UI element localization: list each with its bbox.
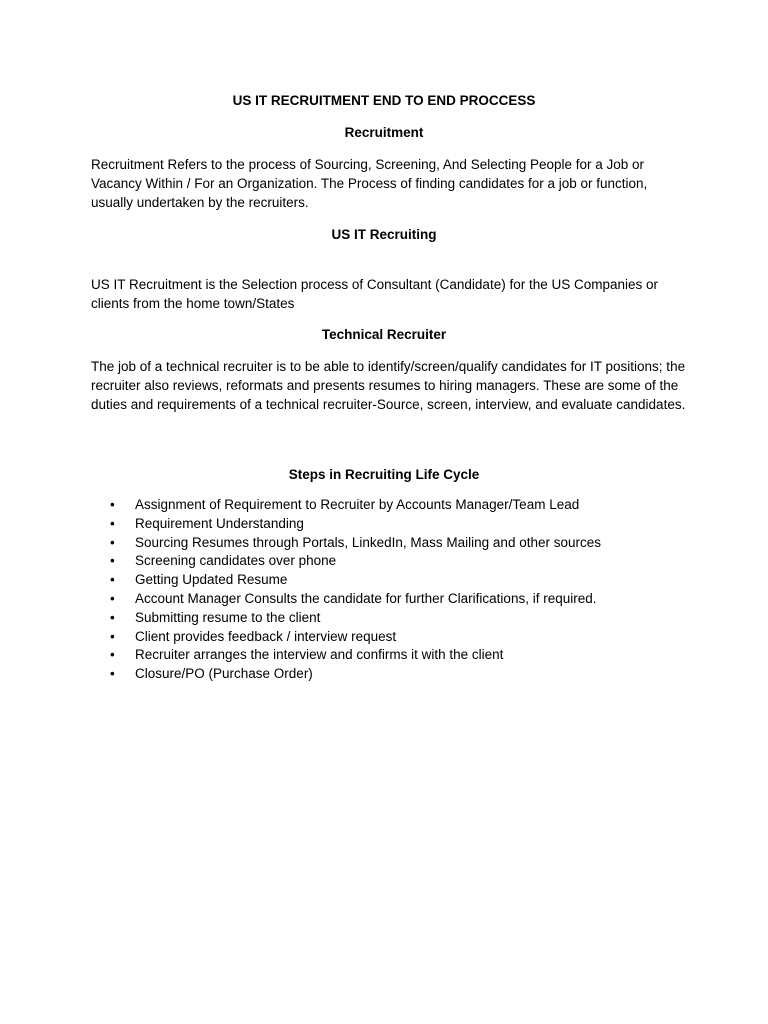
bullet-icon: • (110, 497, 115, 512)
section-body-recruitment: Recruitment Refers to the process of Sourcing, Screening, And Selecting People for a Job or Vacancy Within / For an Organization. The Process of finding candidates for a job or function, usually undertaken by the recruiters. (91, 157, 648, 210)
list-item (91, 590, 691, 609)
section-heading-technical-recruiter: Technical Recruiter (321, 327, 447, 342)
list-item (91, 571, 691, 590)
section-body-technical-recruiter: The job of a technical recruiter is to be able to identify/screen/qualify candidates for IT positions; the recruiter also reviews, reformats and presents resumes to hiring managers. These are some of the duties and requirements of a technical recruiter-Source, screen, interview, and evaluate candidates. (91, 359, 686, 412)
step-text: Assignment of Requirement to Recruiter by Accounts Manager/Team Lead (135, 497, 580, 512)
list-item (91, 534, 691, 553)
bullet-icon: • (110, 572, 115, 588)
bullet-icon: • (110, 628, 115, 644)
list-item (91, 515, 691, 534)
section-body-us-it-recruiting: US IT Recruitment is the Selection process of Consultant (Candidate) for the US Companies or clients from the home town/States (91, 277, 659, 311)
section-heading-steps: Steps in Recruiting Life Cycle (288, 467, 480, 482)
step-text: Getting Updated Resume (135, 572, 288, 588)
steps-list (91, 496, 691, 684)
section-heading-us-it-recruiting: US IT Recruiting (331, 227, 437, 242)
bullet-icon: • (110, 553, 115, 569)
step-text: Submitting resume to the client (135, 609, 321, 625)
list-item (91, 609, 691, 628)
bullet-icon: • (110, 609, 115, 625)
list-item (91, 496, 691, 515)
section-heading-recruitment: Recruitment (344, 125, 424, 140)
bullet-icon: • (110, 590, 115, 606)
step-text: Screening candidates over phone (135, 553, 337, 569)
bullet-icon: • (110, 515, 115, 531)
document-title: US IT RECRUITMENT END TO END PROCCESS (232, 93, 536, 108)
step-text: Client provides feedback / interview request (135, 628, 397, 644)
list-item (91, 665, 691, 684)
list-item (91, 628, 691, 647)
bullet-icon: • (110, 647, 115, 663)
step-text: Requirement Understanding (135, 515, 304, 531)
step-text: Account Manager Consults the candidate for further Clarifications, if required. (135, 590, 597, 606)
list-item (91, 646, 691, 665)
bullet-icon: • (110, 534, 115, 550)
bullet-icon: • (110, 666, 115, 682)
step-text: Recruiter arranges the interview and confirms it with the client (135, 647, 504, 663)
list-item (91, 552, 691, 571)
step-text: Closure/PO (Purchase Order) (135, 666, 313, 682)
step-text: Sourcing Resumes through Portals, LinkedIn, Mass Mailing and other sources (135, 534, 601, 550)
